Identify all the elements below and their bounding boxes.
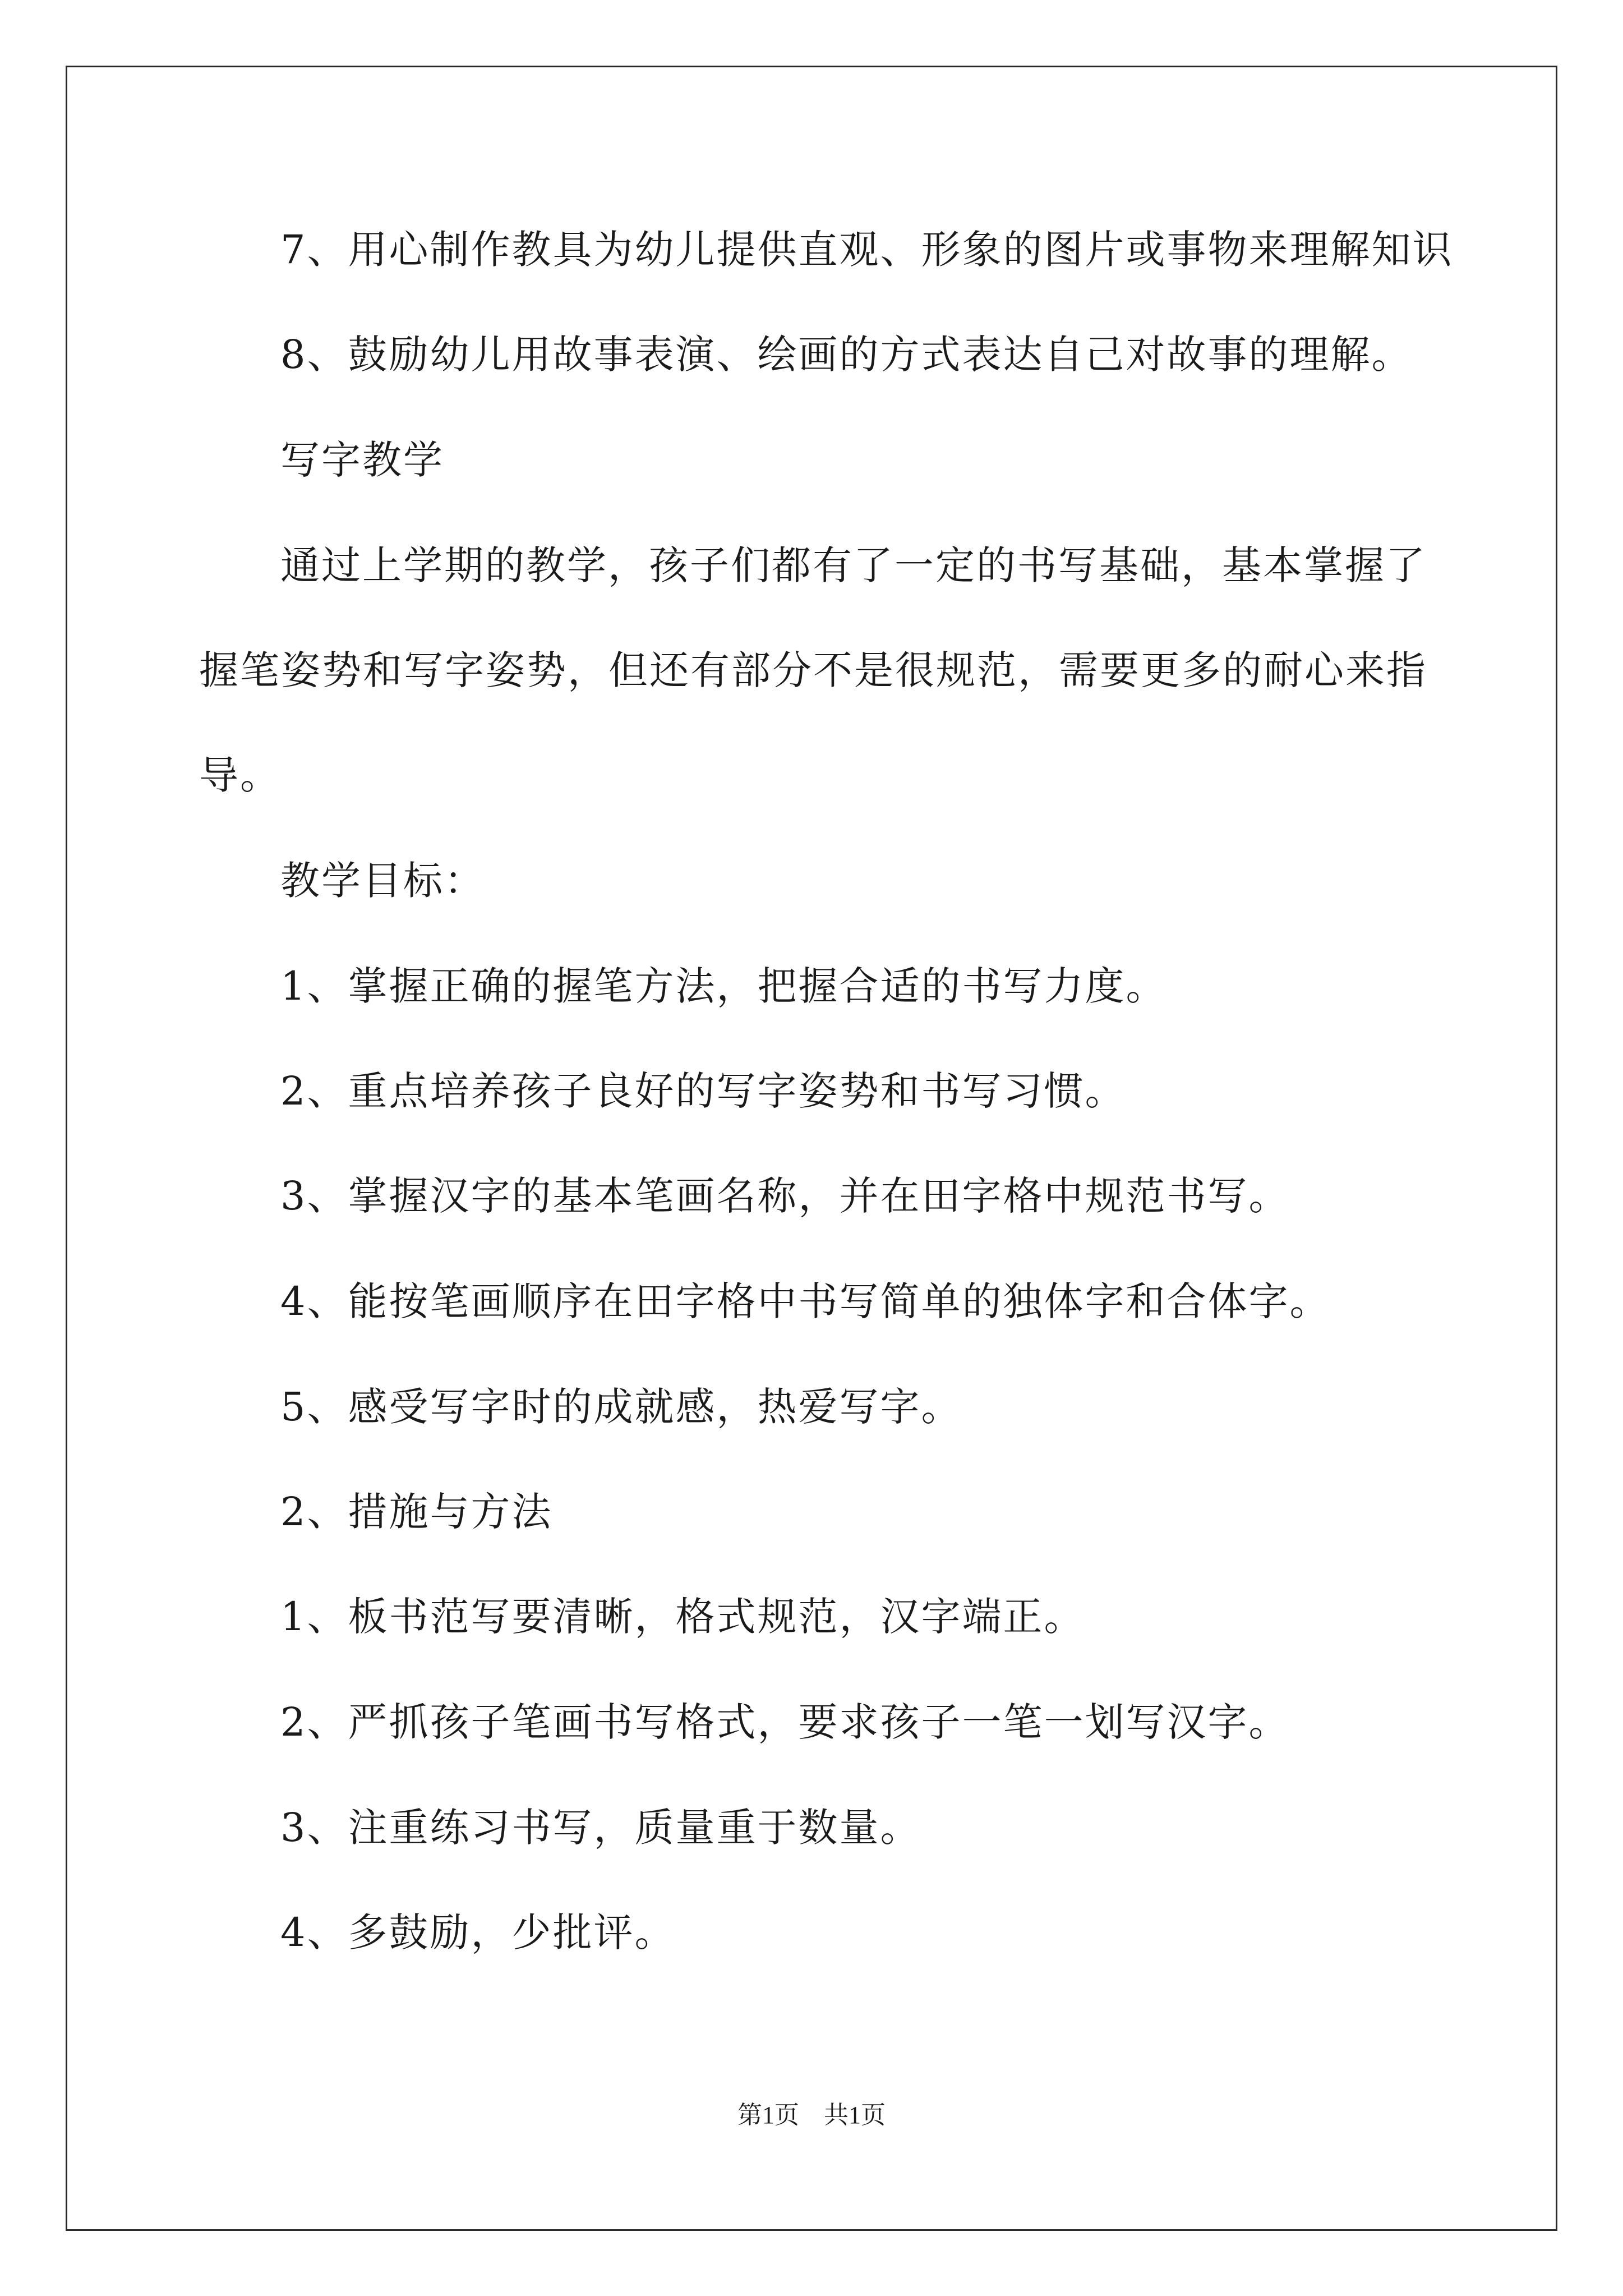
text-line: 7、用心制作教具为幼儿提供直观、形象的图片或事物来理解知识: [280, 227, 1454, 273]
text-line: 5、感受写字时的成就感，热爱写字。: [280, 1384, 962, 1430]
page-border: [66, 66, 1557, 2231]
text-line: 3、掌握汉字的基本笔画名称，并在田字格中规范书写。: [280, 1173, 1290, 1219]
page-number: 第1页 共1页: [737, 2101, 886, 2129]
section-heading: 写字教学: [280, 437, 444, 483]
text-line: 握笔姿势和写字姿势，但还有部分不是很规范，需要更多的耐心来指: [199, 647, 1427, 693]
text-line: 1、掌握正确的握笔方法，把握合适的书写力度。: [280, 963, 1167, 1009]
section-heading: 2、措施与方法: [280, 1489, 553, 1535]
text-line: 4、能按笔画顺序在田字格中书写简单的独体字和合体字。: [280, 1278, 1331, 1324]
text-line: 2、重点培养孩子良好的写字姿势和书写习惯。: [280, 1068, 1126, 1114]
text-line: 1、板书范写要清晰，格式规范，汉字端正。: [280, 1594, 1085, 1640]
text-line: 3、注重练习书写，质量重于数量。: [280, 1805, 921, 1851]
text-line: 8、鼓励幼儿用故事表演、绘画的方式表达自己对故事的理解。: [280, 332, 1413, 378]
text-line: 通过上学期的教学，孩子们都有了一定的书写基础，基本掌握了: [280, 542, 1427, 588]
text-line: 2、严抓孩子笔画书写格式，要求孩子一笔一划写汉字。: [280, 1699, 1290, 1745]
text-line: 4、多鼓励，少批评。: [280, 1910, 676, 1955]
text-line: 导。: [199, 752, 281, 798]
section-heading: 教学目标：: [280, 858, 485, 904]
